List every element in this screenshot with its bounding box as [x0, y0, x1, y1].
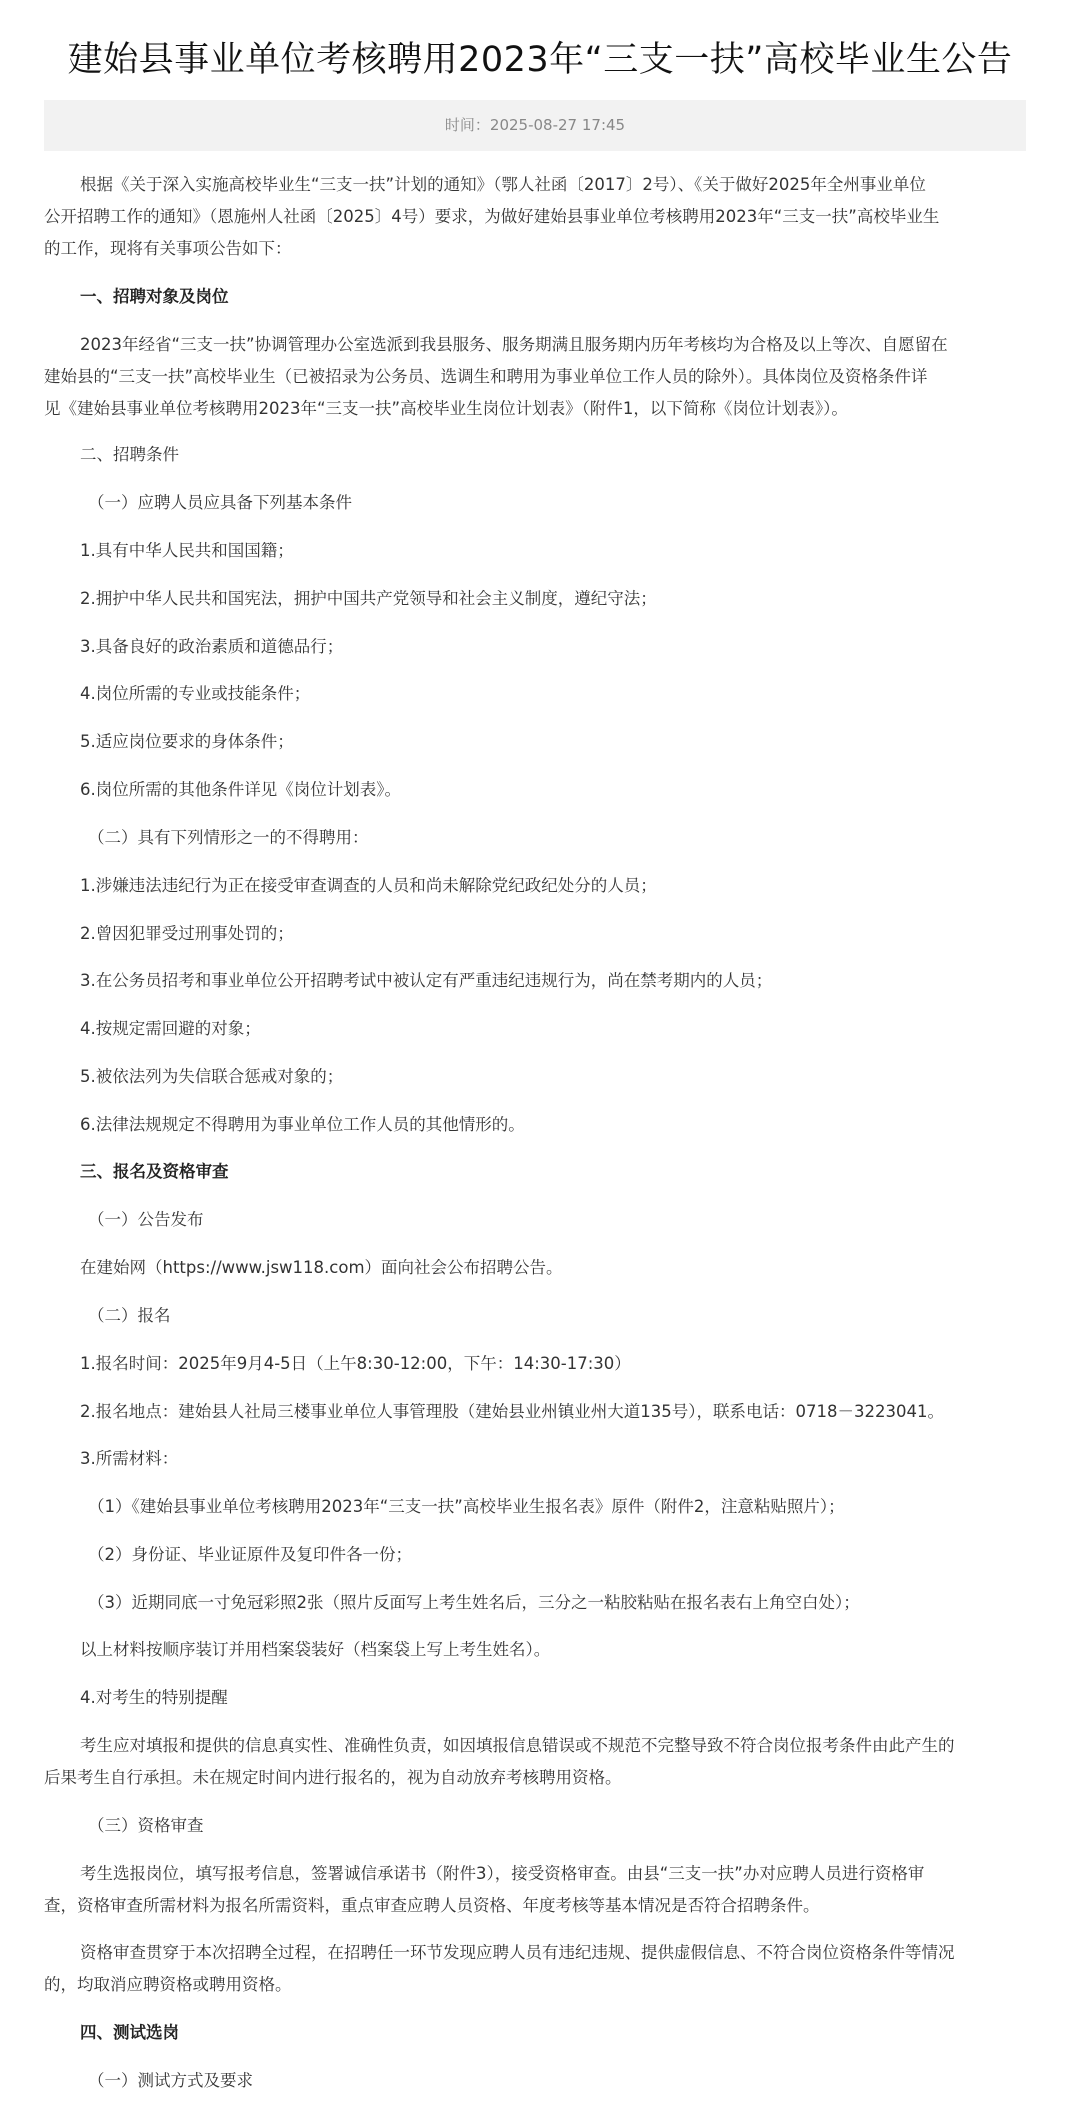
list-item: 2.曾因犯罪受过刑事处罚的；	[80, 924, 294, 943]
page-title: 建始县事业单位考核聘用2023年“三支一扶”高校毕业生公告	[67, 40, 1013, 80]
paragraph: 考生应对填报和提供的信息真实性、准确性负责，如因填报信息错误或不规范不完整导致不符合岗位报考条件由此产生的	[80, 1736, 955, 1755]
subsection-heading: （一）公告发布	[88, 1210, 204, 1229]
paragraph: 2023年经省“三支一扶”协调管理办公室选派到我县服务、服务期满且服务期内历年考核均为合格及以上等次、自愿留在	[80, 335, 948, 354]
section-heading: 四、测试选岗	[80, 2023, 179, 2042]
list-item: （2）身份证、毕业证原件及复印件各一份；	[88, 1545, 412, 1564]
section-heading: 二、招聘条件	[80, 445, 179, 464]
list-item: 6.法律法规规定不得聘用为事业单位工作人员的其他情形的。	[80, 1115, 525, 1134]
list-item: 4.按规定需回避的对象；	[80, 1019, 261, 1038]
list-item: 1.涉嫌违法违纪行为正在接受审查调查的人员和尚未解除党纪政纪处分的人员；	[80, 876, 657, 895]
list-item: 5.适应岗位要求的身体条件；	[80, 732, 294, 751]
paragraph: 的，均取消应聘资格或聘用资格。	[44, 1975, 292, 1994]
paragraph: 见《建始县事业单位考核聘用2023年“三支一扶”高校毕业生岗位计划表》（附件1，以下简称《岗位计划表》）。	[44, 399, 848, 418]
list-item: 3.所需材料：	[80, 1449, 179, 1468]
paragraph: 查，资格审查所需材料为报名所需资料，重点审查应聘人员资格、年度考核等基本情况是否符合招聘条件。	[44, 1896, 820, 1915]
section-heading: 三、报名及资格审查	[80, 1162, 229, 1181]
paragraph: 资格审查贯穿于本次招聘全过程，在招聘任一环节发现应聘人员有违纪违规、提供虚假信息、不符合岗位资格条件等情况	[80, 1943, 955, 1962]
subsection-heading: （三）资格审查	[88, 1816, 204, 1835]
paragraph: 公开招聘工作的通知》（恩施州人社函〔2025〕4号）要求，为做好建始县事业单位考核聘用2023年“三支一扶”高校毕业生	[44, 207, 940, 226]
list-item: （3）近期同底一寸免冠彩照2张（照片反面写上考生姓名后，三分之一粘胶粘贴在报名表右上角空白处）；	[88, 1593, 860, 1612]
subsection-heading: （二）报名	[88, 1306, 171, 1325]
subsection-heading: （二）具有下列情形之一的不得聘用：	[88, 828, 369, 847]
list-item: 4.对考生的特别提醒	[80, 1688, 228, 1707]
list-item: 5.被依法列为失信联合惩戒对象的；	[80, 1067, 344, 1086]
list-item: 2.拥护中华人民共和国宪法，拥护中国共产党领导和社会主义制度，遵纪守法；	[80, 589, 657, 608]
paragraph: 建始县的“三支一扶”高校毕业生（已被招录为公务员、选调生和聘用为事业单位工作人员的除外）。具体岗位及资格条件详	[44, 367, 928, 386]
subsection-heading: （一）应聘人员应具备下列基本条件	[88, 493, 352, 512]
list-item: （1）《建始县事业单位考核聘用2023年“三支一扶”高校毕业生报名表》原件（附件2，注意粘贴照片）；	[88, 1497, 845, 1516]
list-item: 1.具有中华人民共和国国籍；	[80, 541, 294, 560]
publish-time-value: 2025-08-27 17:45	[489, 116, 626, 134]
paragraph: 在建始网（https://www.jsw118.com）面向社会公布招聘公告。	[80, 1258, 563, 1277]
paragraph: 后果考生自行承担。未在规定时间内进行报名的，视为自动放弃考核聘用资格。	[44, 1768, 622, 1787]
list-item: 3.在公务员招考和事业单位公开招聘考试中被认定有严重违纪违规行为，尚在禁考期内的人员；	[80, 971, 773, 990]
list-item: 4.岗位所需的专业或技能条件；	[80, 684, 311, 703]
list-item: 3.具备良好的政治素质和道德品行；	[80, 637, 344, 656]
publish-time-label: 时间：	[444, 116, 490, 134]
section-heading: 一、招聘对象及岗位	[80, 287, 229, 306]
list-item: 2.报名地点：建始县人社局三楼事业单位人事管理股（建始县业州镇业州大道135号），联系电话：0718－3223041。	[80, 1402, 944, 1421]
paragraph: 根据《关于深入实施高校毕业生“三支一扶”计划的通知》（鄂人社函〔2017〕2号）、《关于做好2025年全州事业单位	[80, 175, 926, 194]
paragraph: 以上材料按顺序装订并用档案袋装好（档案袋上写上考生姓名）。	[80, 1640, 551, 1659]
publish-time-bar	[44, 100, 1026, 151]
list-item: 6.岗位所需的其他条件详见《岗位计划表》。	[80, 780, 401, 799]
paragraph: 考生选报岗位，填写报考信息，签署诚信承诺书（附件3），接受资格审查。由县“三支一扶”办对应聘人员进行资格审	[80, 1864, 925, 1883]
subsection-heading: （一）测试方式及要求	[88, 2071, 253, 2090]
paragraph: 的工作，现将有关事项公告如下：	[44, 239, 292, 258]
list-item: 1.报名时间：2025年9月4-5日（上午8:30-12:00，下午：14:30-17:30）	[80, 1354, 631, 1373]
